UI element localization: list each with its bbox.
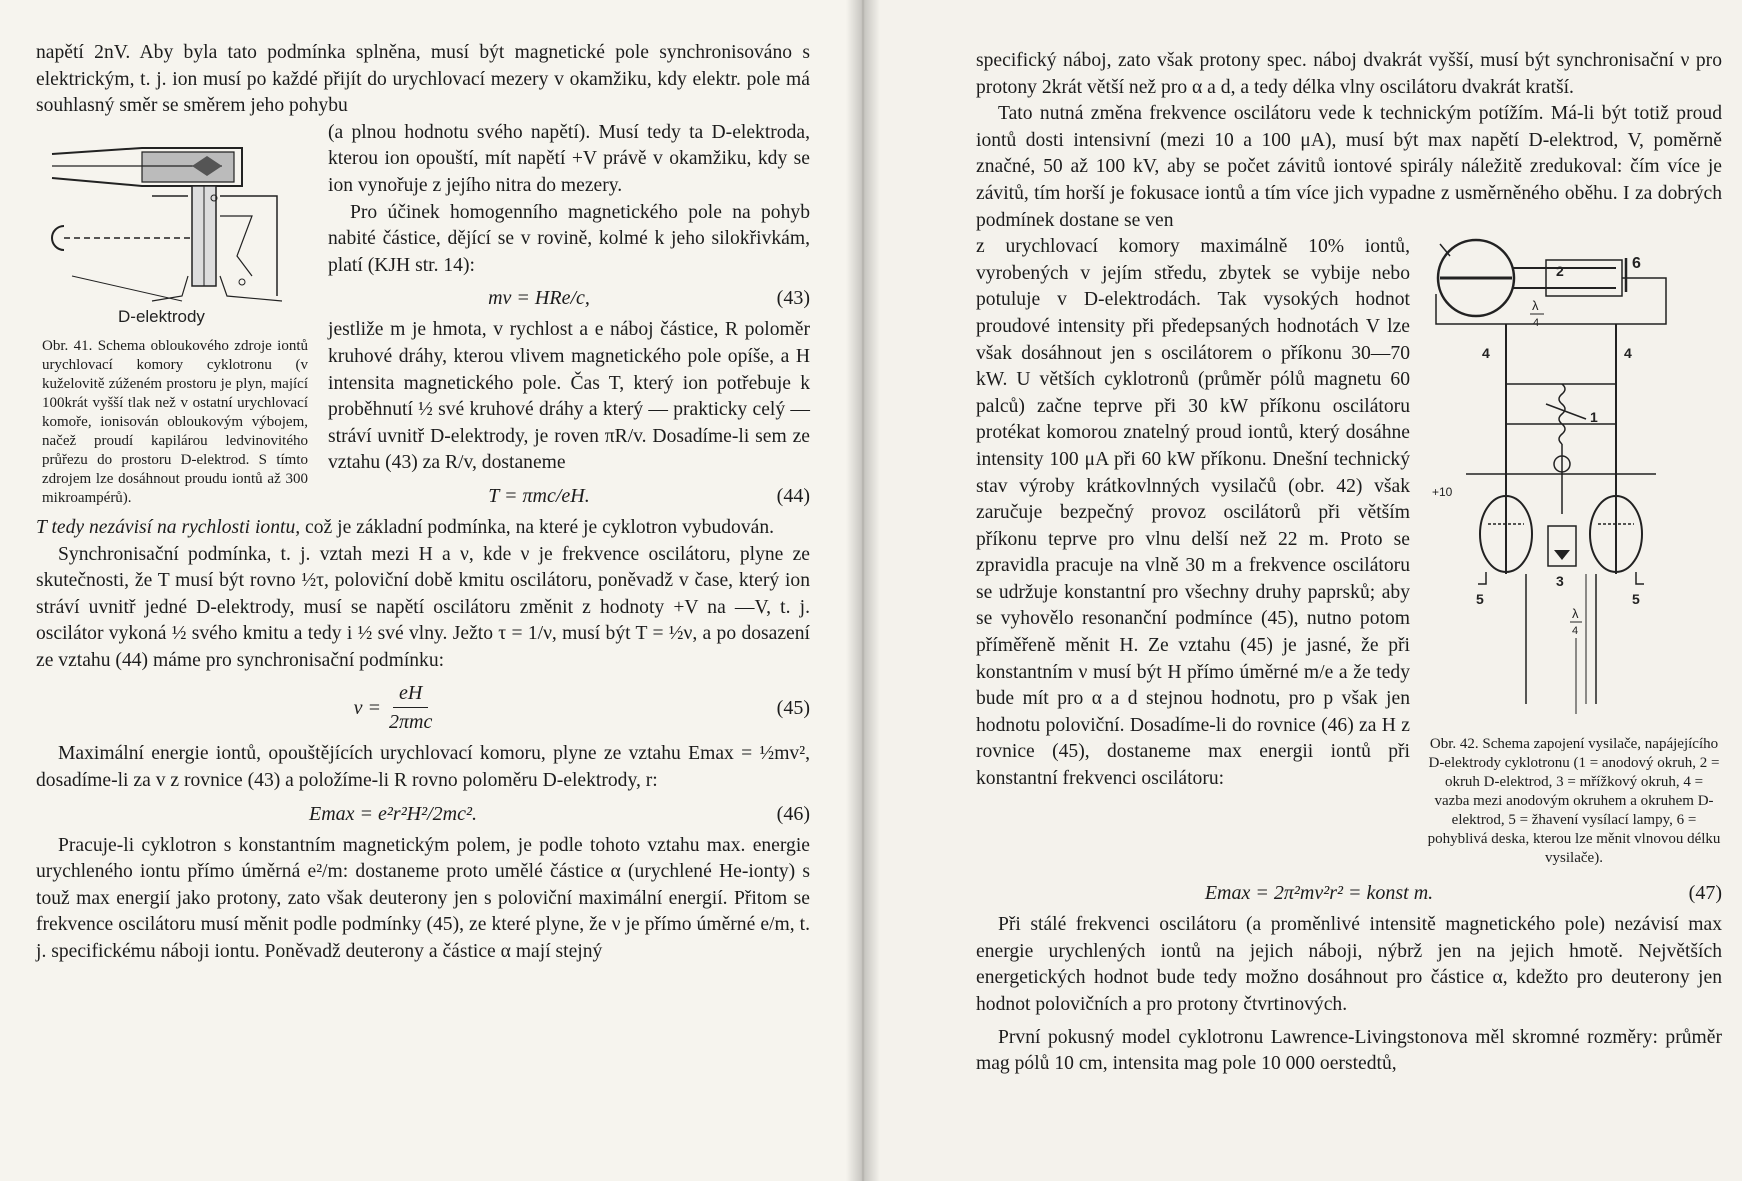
right-page xyxy=(862,0,1742,1181)
left-paragraph-after-43: jestliže m je hmota, v rychlost a e náboj částice, R poloměr kruhové dráhy, kterou vlivem magnetického pole opíše, a H intensita magnetického pole. Čas T, který ion potřebuje k proběhnutí ½ své kruhové dráhy a který — prakticky celý — stráví uvnitř D-elektrody, je roven πR/v. Dosadíme-li sem ze vztahu (43) za R/v, dostaneme xyxy=(328,319,810,474)
left-paragraph-synchronisation: Synchronisační podmínka, t. j. vztah mezi H a ν, kde ν je frekvence oscilátoru, plyne ze skutečnosti, že T musí být rovno ½τ, poloviční době kmitu oscilátoru, poněvadž v čase, který ion stráví uvnitř jedné D-elektrody, musí se napětí oscilátoru změnit z hodnoty +V na —V, t. j. oscilátor vykoná ½ svého kmitu a tedy i ½ své vlny. Ježto τ = 1/ν, musí být T = ½ν, a po dosazení ze vztahu (44) máme pro synchronisační podmínku: xyxy=(36,543,810,671)
ion-source-diagram xyxy=(42,126,308,326)
right-paragraph-constant-frequency: Při stálé frekvenci oscilátoru (a proměnlivé intensitě magnetického pole) nezávisí max energie urychlených iontů na jejich náboji, nýbrž jen na jejich hmotě. Největších energetických hodnot bude tedy možno dosáhnout pro částice α, kdežto pro deuterony jen hodnot polovičních a pro protony čtvrtinových. xyxy=(976,914,1722,1015)
book-gutter xyxy=(846,0,880,1181)
svg-text:4: 4 xyxy=(1624,345,1632,362)
equation-46: Emax = e²r²H²/2mc². (46) xyxy=(309,802,810,825)
left-paragraph-t-independent: T tedy nezávisí na rychlosti iontu, což je základní podmínka, na které je cyklotron vybudován. xyxy=(36,516,775,538)
right-paragraph-frequency-change: Tato nutná změna frekvence oscilátoru vede k technickým potížím. Má-li být totiž proud iontů dosti intensivní (mezi 10 a 100 μA), musí být max napětí D-elektrod, V, poměrně značné, 50 až 100 kV, aby se počet závitů iontové spirály náležitě zredukoval: čím více je závitů, tím horší je fokusace iontů a tím více jich vypadne z usměrněného oběhu. I za dobrých podmínek dostane se ven xyxy=(976,103,1722,231)
svg-text:+10: +10 xyxy=(1432,485,1453,500)
fraction-45: eH 2πmc xyxy=(389,679,432,736)
svg-text:1: 1 xyxy=(1590,409,1598,426)
svg-text:5: 5 xyxy=(1632,591,1640,608)
right-paragraph-first-model: První pokusný model cyklotronu Lawrence-Livingstonova měl skromné rozměry: průměr mag pólů 10 cm, intensita mag pole 10 000 oerstedtů, xyxy=(976,1026,1722,1075)
svg-text:6: 6 xyxy=(1632,255,1641,273)
equation-45: ν = eH 2πmc (45) xyxy=(36,679,810,736)
left-paragraph-top: napětí 2nV. Aby byla tato podmínka splněna, musí být magnetické pole synchronisováno s elektrickým, t. j. ion musí po každé přijít do urychlovací mezery v okamžiku, kdy elektr. pole má souhlasný směr se směrem jeho pohybu xyxy=(36,42,810,117)
svg-text:4: 4 xyxy=(1572,625,1579,638)
right-paragraph-top: specifický náboj, zato však protony spec. náboj dvakrát vyšší, musí být synchronisační ν pro protony 2krát větší než pro α a d, a tedy délka vlny oscilátoru dvakrát kratší. xyxy=(976,50,1722,98)
left-paragraph-homogeneous: Pro účinek homogenního magnetického pole na pohyb nabité částice, dějící se v rovině, kolmé k jeho silokřivkám, platí (KJH str. 14): xyxy=(328,201,810,276)
right-paragraph-ion-yield: z urychlovací komory maximálně 10% iontů, vyrobených v jejím středu, zbytek se vybije nebo potuluje v D-elektrodách. Tak vysokých hodnot proudové intensity při předepsaných hodnotách V lze však dosáhnout jen s oscilátorem o příkonu 30—70 kW. U větších cyklotronů (průměr pólů magnetu 60 palců) začne teprve při 30 kW příkonu oscilátoru protékat komorou znatelný proud iontů, který dosáhne intensity 100 μA při 60 kW příkonu. Dnešní technický stav výroby krátkovlnných vysilačů (obr. 42) však zaručuje bezpečný provoz oscilátorů při větším příkonu teprve pro vlnu delší než 22 m. Proto se zpravidla pracuje na vlně 30 m a frekvence oscilátoru se udržuje konstantní pro všechny druhy paprsků; aby se vyhovělo resonanční podmínce (45), nutno potom příměřeně měnit H. Ze vztahu (45) je jasné, že při konstantním ν musí být H přímo úměrné m/e a že tedy bude mít pro α a d stejnou hodnotu, pro p však jen hodnotu poloviční. Dosadíme-li do rovnice (46) za H z rovnice (45), dostaneme max energii iontů při konstantní frekvenci oscilátoru: xyxy=(976,236,1410,790)
svg-text:2: 2 xyxy=(1556,263,1564,280)
left-paragraph-constant-field: Pracuje-li cyklotron s konstantním magnetickým polem, je podle tohoto vztahu max. energie urychleného iontu přímo úměrná e²/m: dostaneme proto umělé částice α (urychlené He-ionty) s touž max energií jako protony, zato však deuterony jen s poloviční maximální energií. Přitom se frekvence oscilátoru musí měnit podle podmínky (45), ze které plyne, že ν je přímo úměrné e/m, t. j. specifickému náboji iontu. Poněvadž deuterony a částice α mají stejný xyxy=(36,834,810,963)
svg-text:λ: λ xyxy=(1572,606,1579,622)
svg-text:λ: λ xyxy=(1532,298,1539,314)
equation-43: mv = HRe/c, (43) xyxy=(488,287,810,310)
left-paragraph-max-energy: Maximální energie iontů, opouštějících urychlovací komoru, plyne ze vztahu Emax = ½mv², dosadíme-li za v z rovnice (43) a položíme-li R rovno poloměru D-elektrody, r: xyxy=(36,743,810,792)
figure-42 xyxy=(1426,234,1722,868)
figure-42-caption: Obr. 42. Schema zapojení vysilače, napájejícího D-elektrody cyklotronu (1 = anodový okruh, 2 = okruh D-elektrod, 3 = mřížkový okruh, 4 = vazba mezi anodovým okruhem a okruhem D-elektrod, 5 = žhavení vysílací lampy, 6 = pohyblivá deska, kterou lze měnit vlnovou délku vysilače). xyxy=(1427,736,1721,867)
d-electrode-label: D-elektrody xyxy=(118,306,205,326)
left-page xyxy=(0,0,862,1181)
svg-text:4: 4 xyxy=(1533,317,1540,330)
figure-41-caption: Obr. 41. Schema obloukového zdroje iontů urychlovací komory cyklotronu (v kuželovitě zúženém prostoru je plyn, mající 100krát vyšší tlak než v ostatní urychlovací komoře, ionisován obloukovým výbojem, načež proudí kapilárou ledvinovitého průřezu do prostoru D-elektrod. S tímto zdrojem lze dosáhnout proudu iontů až 300 mikroampérů). xyxy=(42,337,308,506)
svg-text:4: 4 xyxy=(1482,345,1490,362)
equation-47: Emax = 2π²mν²r² = konst m. (47) xyxy=(1204,882,1722,905)
equation-44: T = πmc/eH. (44) xyxy=(488,484,810,507)
figure-41 xyxy=(42,126,308,508)
left-paragraph-top-cont: (a plnou hodnotu svého napětí). Musí tedy ta D-elektroda, kterou ion opouští, mít napětí +V právě v okamžiku, kdy se ion vynořuje z jejího nitra do mezery. xyxy=(328,121,810,196)
oscillator-schematic xyxy=(1426,234,1722,724)
svg-text:5: 5 xyxy=(1476,591,1484,608)
svg-text:3: 3 xyxy=(1556,573,1564,590)
